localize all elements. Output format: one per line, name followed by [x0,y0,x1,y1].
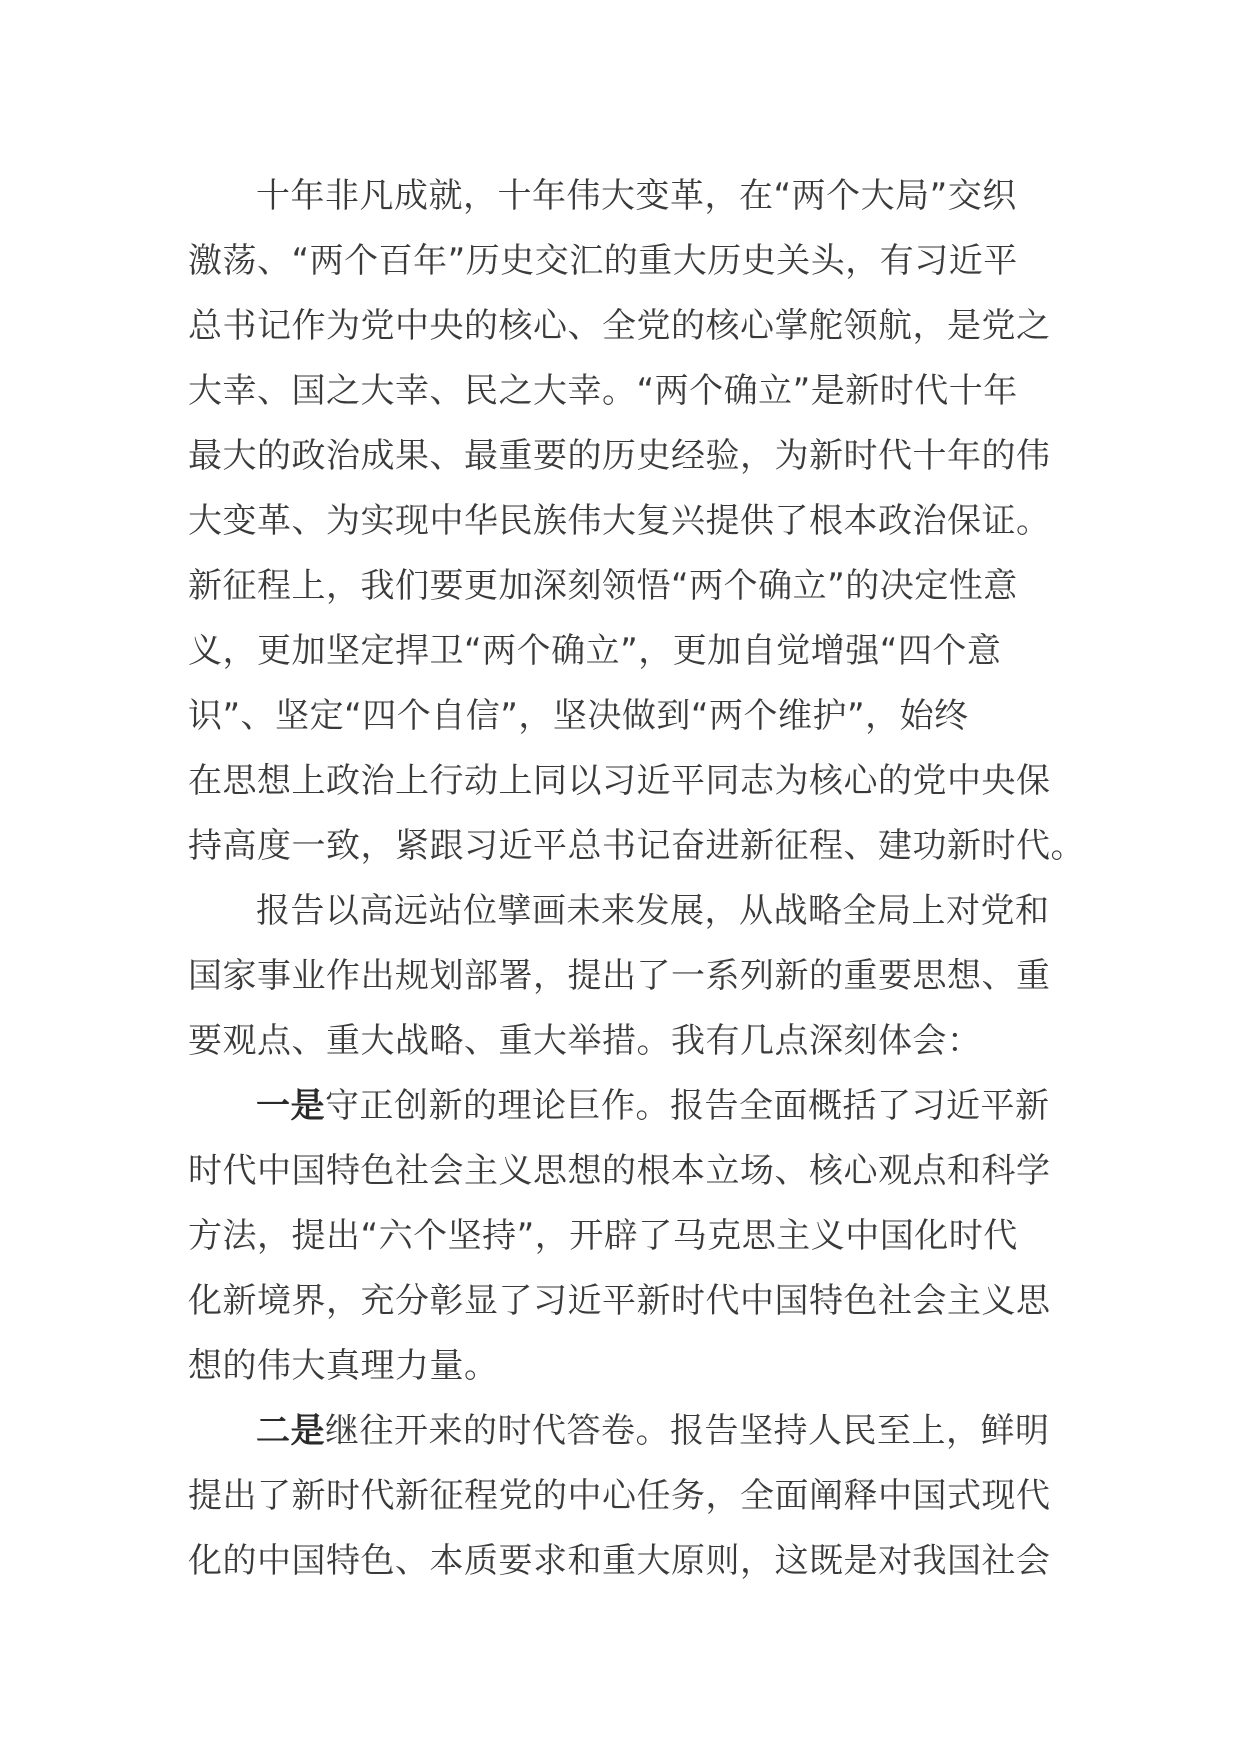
text-line: 大幸、国之大幸、民之大幸。“两个确立”是新时代十年 [188,371,1018,411]
paragraph-2 [188,879,1058,1074]
text-line: 总书记作为党中央的核心、全党的核心掌舵领航，是党之 [188,306,1051,346]
text-line: 持高度一致，紧跟习近平总书记奋进新征程、建功新时代。 [188,826,1085,866]
text-line [188,1399,1058,1464]
paragraph-3 [188,1074,1058,1399]
bold-lead-first: 一是 [256,1086,325,1126]
text-line: 化的中国特色、本质要求和重大原则，这既是对我国社会 [188,1541,1051,1581]
body-text [188,164,1085,1594]
text-line: 时代中国特色社会主义思想的根本立场、核心观点和科学 [188,1151,1051,1191]
text-line: 在思想上政治上行动上同以习近平同志为核心的党中央保 [188,761,1051,801]
text-line: 报告以高远站位擘画未来发展，从战略全局上对党和 [256,891,1050,931]
text-line: 义，更加坚定捍卫“两个确立”，更加自觉增强“四个意 [188,631,1002,671]
text-line-rest: 继往开来的时代答卷。报告坚持人民至上，鲜明 [325,1411,1050,1451]
text-line: 十年非凡成就，十年伟大变革，在“两个大局”交织 [256,176,1017,216]
text-line: 新征程上，我们要更加深刻领悟“两个确立”的决定性意 [188,566,1018,606]
text-line: 方法，提出“六个坚持”，开辟了马克思主义中国化时代 [188,1216,1018,1256]
text-line: 国家事业作出规划部署，提出了一系列新的重要思想、重 [188,956,1051,996]
text-line [188,1074,1058,1139]
paragraph-4 [188,1399,1058,1594]
bold-lead-second: 二是 [256,1411,325,1451]
text-line: 想的伟大真理力量。 [188,1346,499,1386]
text-line: 大变革、为实现中华民族伟大复兴提供了根本政治保证。 [188,501,1051,541]
text-line: 识”、坚定“四个自信”，坚决做到“两个维护”，始终 [188,696,969,736]
text-line: 提出了新时代新征程党的中心任务，全面阐释中国式现代 [188,1476,1051,1516]
text-line-rest: 守正创新的理论巨作。报告全面概括了习近平新 [325,1086,1050,1126]
text-line: 最大的政治成果、最重要的历史经验，为新时代十年的伟 [188,436,1051,476]
text-line: 激荡、“两个百年”历史交汇的重大历史关头，有习近平 [188,241,1018,281]
paragraph-1 [188,164,1085,879]
text-line: 要观点、重大战略、重大举措。我有几点深刻体会： [188,1021,982,1061]
text-line: 化新境界，充分彰显了习近平新时代中国特色社会主义思 [188,1281,1051,1321]
